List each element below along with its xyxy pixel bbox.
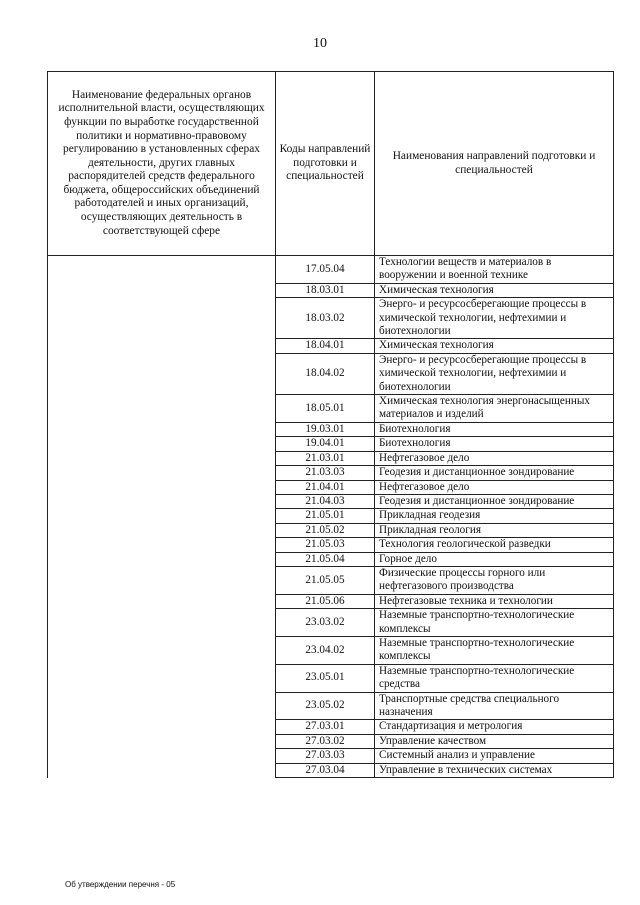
specialty-name-cell: Прикладная геодезия [375,509,614,523]
page-number: 10 [313,36,327,51]
header-organizations: Наименование федеральных органов исполнительной власти, осуществляющих функции по выработке государственной политики и нормативно-правовому регулированию в установленных сферах деятельности, других главных распорядителей средств федерального бюджета, общероссийских объединений работодателей и иных организаций, осуществляющих деятельность в соответствующей сфере [48,72,276,256]
code-cell: 19.04.01 [276,437,375,451]
specialty-name-cell: Энерго- и ресурсосберегающие процессы в химической технологии, нефтехимии и биотехнологии [375,298,614,339]
code-cell: 18.04.02 [276,353,375,394]
specialty-name-cell: Геодезия и дистанционное зондирование [375,466,614,480]
header-names: Наименования направлений подготовки и специальностей [375,72,614,256]
specialty-name-cell: Нефтегазовые техника и технологии [375,594,614,608]
specialty-name-cell: Биотехнология [375,422,614,436]
code-cell: 21.03.01 [276,451,375,465]
code-cell: 21.05.03 [276,538,375,552]
code-cell: 18.04.01 [276,339,375,353]
code-cell: 27.03.01 [276,720,375,734]
specialty-name-cell: Стандартизация и метрология [375,720,614,734]
specialty-name-cell: Физические процессы горного или нефтегазового производства [375,566,614,594]
code-cell: 21.05.05 [276,566,375,594]
code-cell: 23.04.02 [276,636,375,664]
code-cell: 21.03.03 [276,466,375,480]
table-row [48,256,614,284]
specialty-name-cell: Геодезия и дистанционное зондирование [375,494,614,508]
code-cell: 27.03.03 [276,749,375,763]
code-cell: 21.05.06 [276,594,375,608]
specialty-name-cell: Нефтегазовое дело [375,451,614,465]
specialty-name-cell: Химическая технология энергонасыщенных материалов и изделий [375,395,614,423]
code-cell: 21.05.02 [276,523,375,537]
specialty-name-cell: Системный анализ и управление [375,749,614,763]
specialties-table [47,71,613,778]
specialty-name-cell: Наземные транспортно-технологические средства [375,664,614,692]
specialty-name-cell: Управление в технических системах [375,763,614,777]
specialty-name-cell: Наземные транспортно-технологические комплексы [375,609,614,637]
specialty-name-cell: Энерго- и ресурсосберегающие процессы в химической технологии, нефтехимии и биотехнологии [375,353,614,394]
code-cell: 23.03.02 [276,609,375,637]
table-body [48,256,614,778]
specialty-name-cell: Биотехнология [375,437,614,451]
code-cell: 21.05.04 [276,552,375,566]
specialty-name-cell: Технология геологической разведки [375,538,614,552]
code-cell: 21.04.03 [276,494,375,508]
specialty-name-cell: Нефтегазовое дело [375,480,614,494]
specialty-name-cell: Химическая технология [375,339,614,353]
header-codes: Коды направлений подготовки и специальностей [276,72,375,256]
code-cell: 18.03.02 [276,298,375,339]
specialty-name-cell: Горное дело [375,552,614,566]
code-cell: 18.05.01 [276,395,375,423]
specialty-name-cell: Транспортные средства специального назначения [375,692,614,720]
specialty-name-cell: Управление качеством [375,734,614,748]
specialty-name-cell: Химическая технология [375,283,614,297]
specialty-name-cell: Наземные транспортно-технологические комплексы [375,636,614,664]
specialty-name-cell: Технологии веществ и материалов в вооружении и военной технике [375,256,614,284]
code-cell: 17.05.04 [276,256,375,284]
code-cell: 23.05.01 [276,664,375,692]
code-cell: 19.03.01 [276,422,375,436]
code-cell: 21.04.01 [276,480,375,494]
footer-note: Об утверждении перечня - 05 [65,880,176,889]
code-cell: 27.03.02 [276,734,375,748]
code-cell: 18.03.01 [276,283,375,297]
code-cell: 27.03.04 [276,763,375,777]
specialty-name-cell: Прикладная геология [375,523,614,537]
code-cell: 23.05.02 [276,692,375,720]
code-cell: 21.05.01 [276,509,375,523]
organization-cell [48,256,276,778]
